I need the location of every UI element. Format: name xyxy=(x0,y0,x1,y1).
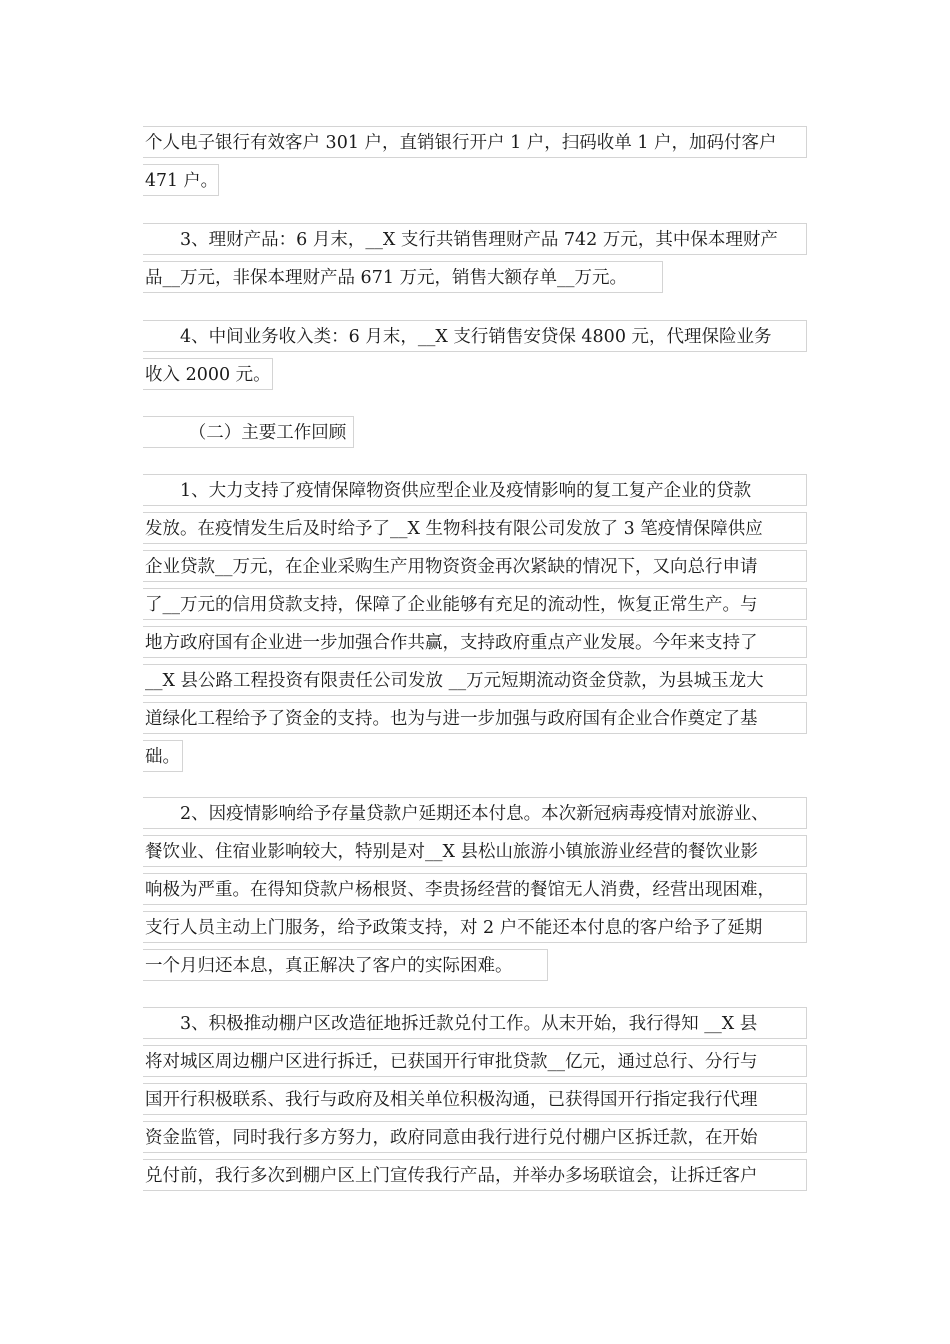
text-line: 471 户。 xyxy=(143,164,219,196)
text-line: 资金监管，同时我行多方努力，政府同意由我行进行兑付棚户区拆迁款，在开始 xyxy=(143,1121,807,1153)
text-line: 响极为严重。在得知贷款户杨根贤、李贵扬经营的餐馆无人消费，经营出现困难， xyxy=(143,873,807,905)
text-line: 了__万元的信用贷款支持，保障了企业能够有充足的流动性，恢复正常生产。与 xyxy=(143,588,807,620)
text-line: 餐饮业、住宿业影响较大，特别是对__X 县松山旅游小镇旅游业经营的餐饮业影 xyxy=(143,835,807,867)
section-heading: （二）主要工作回顾 xyxy=(143,416,354,448)
text-line: 地方政府国有企业进一步加强合作共赢，支持政府重点产业发展。今年来支持了 xyxy=(143,626,807,658)
text-line: 兑付前，我行多次到棚户区上门宣传我行产品，并举办多场联谊会，让拆迁客户 xyxy=(143,1159,807,1191)
text-line: 4、中间业务收入类：6 月末，__X 支行销售安贷保 4800 元，代理保险业务 xyxy=(143,320,807,352)
text-line: 发放。在疫情发生后及时给予了__X 生物科技有限公司发放了 3 笔疫情保障供应 xyxy=(143,512,807,544)
text-line: 一个月归还本息，真正解决了客户的实际困难。 xyxy=(143,949,548,981)
text-line: 1、大力支持了疫情保障物资供应型企业及疫情影响的复工复产企业的贷款 xyxy=(143,474,807,506)
text-line: 收入 2000 元。 xyxy=(143,358,273,390)
text-line: 础。 xyxy=(143,740,183,772)
text-line: 道绿化工程给予了资金的支持。也为与进一步加强与政府国有企业合作奠定了基 xyxy=(143,702,807,734)
text-line: __X 县公路工程投资有限责任公司发放 __万元短期流动资金贷款，为县城玉龙大 xyxy=(143,664,807,696)
text-line: 将对城区周边棚户区进行拆迁，已获国开行审批贷款__亿元，通过总行、分行与 xyxy=(143,1045,807,1077)
text-line: 3、积极推动棚户区改造征地拆迁款兑付工作。从末开始，我行得知 __X 县 xyxy=(143,1007,807,1039)
text-line: 品__万元，非保本理财产品 671 万元，销售大额存单__万元。 xyxy=(143,261,663,293)
text-line: 2、因疫情影响给予存量贷款户延期还本付息。本次新冠病毒疫情对旅游业、 xyxy=(143,797,807,829)
text-line: 国开行积极联系、我行与政府及相关单位积极沟通，已获得国开行指定我行代理 xyxy=(143,1083,807,1115)
text-line: 个人电子银行有效客户 301 户，直销银行开户 1 户，扫码收单 1 户，加码付客户 xyxy=(143,126,807,158)
text-line: 企业贷款__万元，在企业采购生产用物资资金再次紧缺的情况下，又向总行申请 xyxy=(143,550,807,582)
text-line: 支行人员主动上门服务，给予政策支持，对 2 户不能还本付息的客户给予了延期 xyxy=(143,911,807,943)
text-line: 3、理财产品：6 月末，__X 支行共销售理财产品 742 万元，其中保本理财产 xyxy=(143,223,807,255)
